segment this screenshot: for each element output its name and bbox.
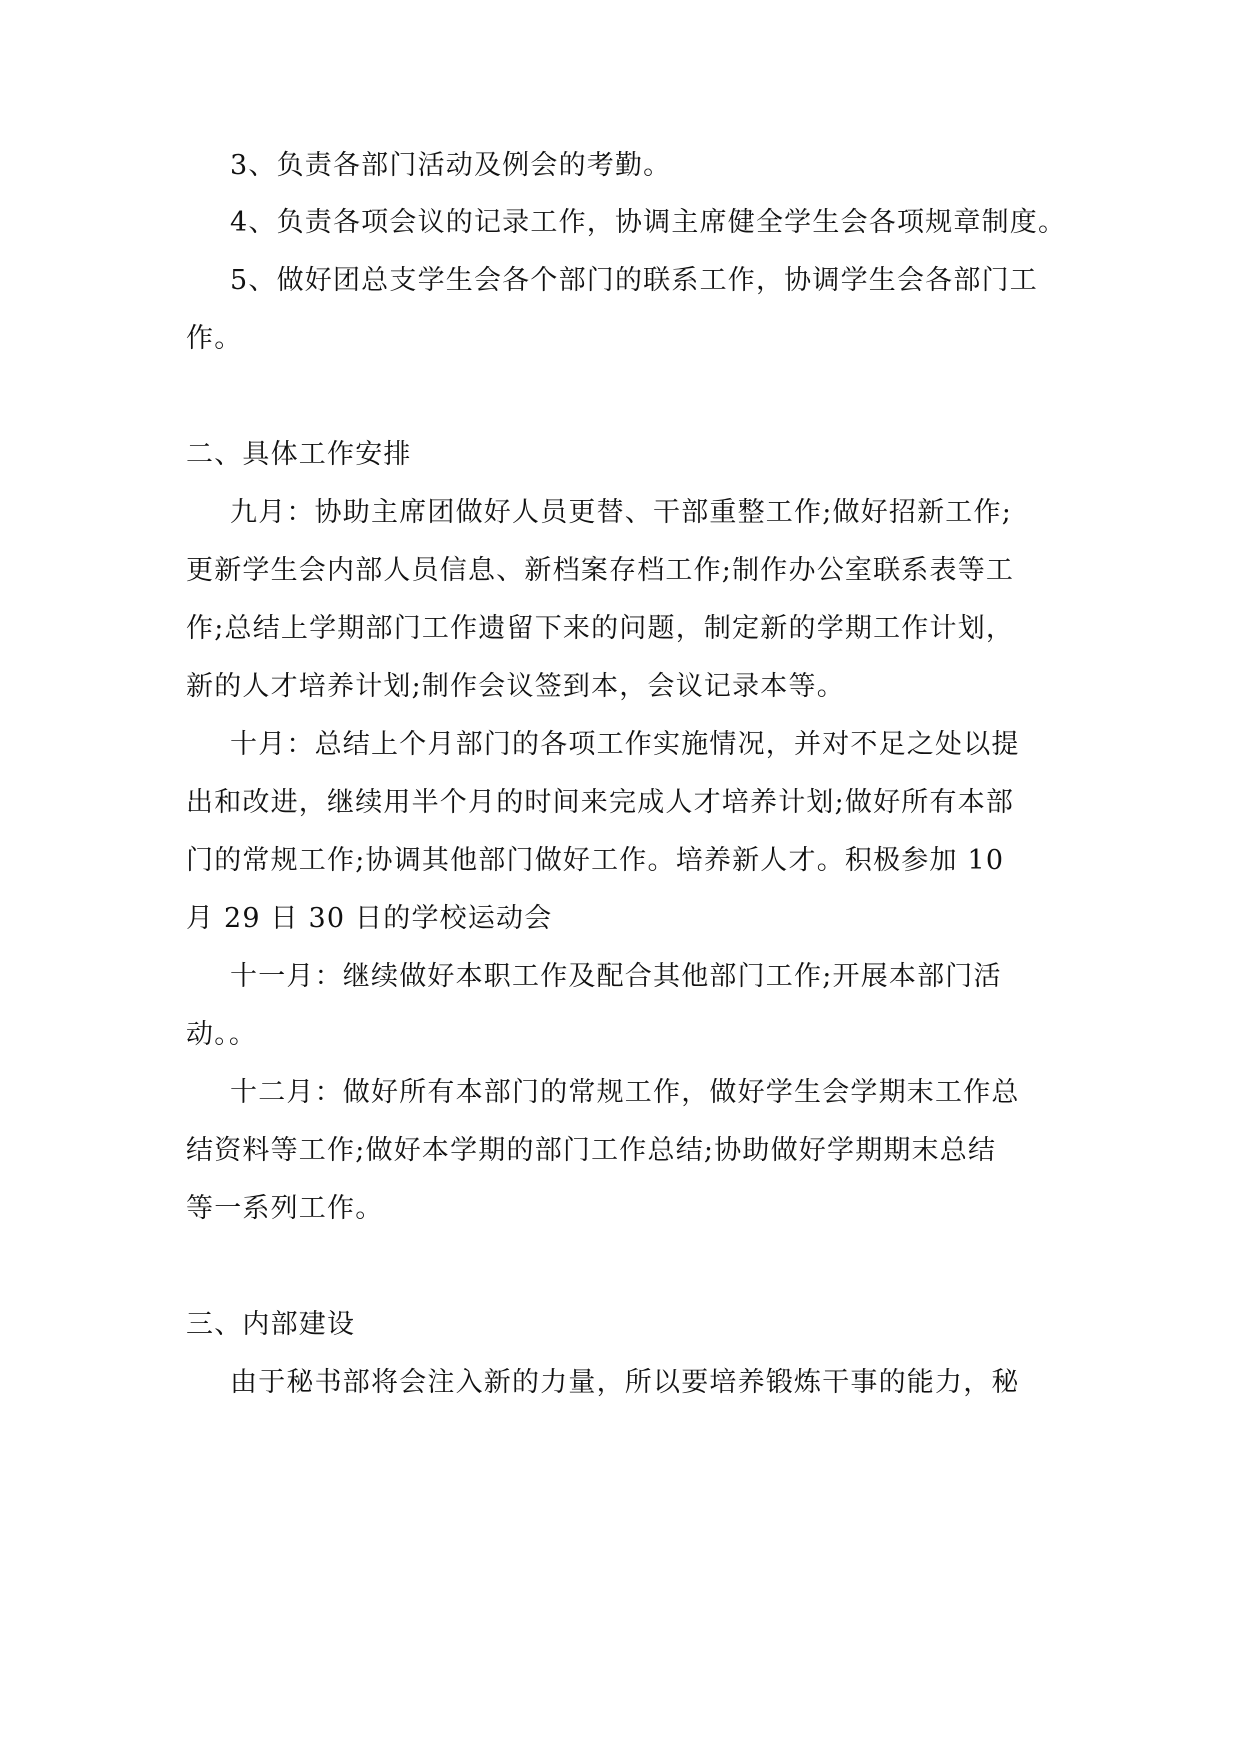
internal-building-line-1: 由于秘书部将会注入新的力量，所以要培养锻炼干事的能力，秘 — [230, 1367, 1020, 1398]
october-plan-line-1: 十月：总结上个月部门的各项工作实施情况，并对不足之处以提 — [230, 729, 1020, 760]
october-plan-line-2: 出和改进，继续用半个月的时间来完成人才培养计划;做好所有本部 — [186, 787, 1015, 818]
duty-item-4: 4、负责各项会议的记录工作，协调主席健全学生会各项规章制度。 — [230, 207, 1067, 238]
november-plan-line-2: 动。。 — [186, 1019, 258, 1050]
october-plan-line-4: 月 29 日 30 日的学校运动会 — [186, 903, 553, 934]
section-heading-internal-building: 三、内部建设 — [186, 1309, 356, 1340]
december-plan-line-1: 十二月：做好所有本部门的常规工作，做好学生会学期末工作总 — [230, 1077, 1020, 1108]
september-plan-line-2: 更新学生会内部人员信息、新档案存档工作;制作办公室联系表等工 — [186, 555, 1015, 586]
section-heading-work-plan: 二、具体工作安排 — [186, 439, 412, 470]
december-plan-line-3: 等一系列工作。 — [186, 1193, 384, 1224]
duty-item-3: 3、负责各部门活动及例会的考勤。 — [230, 150, 672, 181]
september-plan-line-4: 新的人才培养计划;制作会议签到本，会议记录本等。 — [186, 671, 845, 702]
december-plan-line-2: 结资料等工作;做好本学期的部门工作总结;协助做好学期期末总结 — [186, 1135, 997, 1166]
september-plan-line-3: 作;总结上学期部门工作遗留下来的问题，制定新的学期工作计划， — [186, 613, 1015, 644]
november-plan-line-1: 十一月：继续做好本职工作及配合其他部门工作;开展本部门活 — [230, 961, 1002, 992]
duty-item-5-continued: 作。 — [186, 323, 243, 354]
october-plan-line-3: 门的常规工作;协调其他部门做好工作。培养新人才。积极参加 10 — [186, 845, 1005, 876]
september-plan-line-1: 九月：协助主席团做好人员更替、干部重整工作;做好招新工作; — [230, 497, 1012, 528]
duty-item-5: 5、做好团总支学生会各个部门的联系工作，协调学生会各部门工 — [230, 265, 1038, 296]
